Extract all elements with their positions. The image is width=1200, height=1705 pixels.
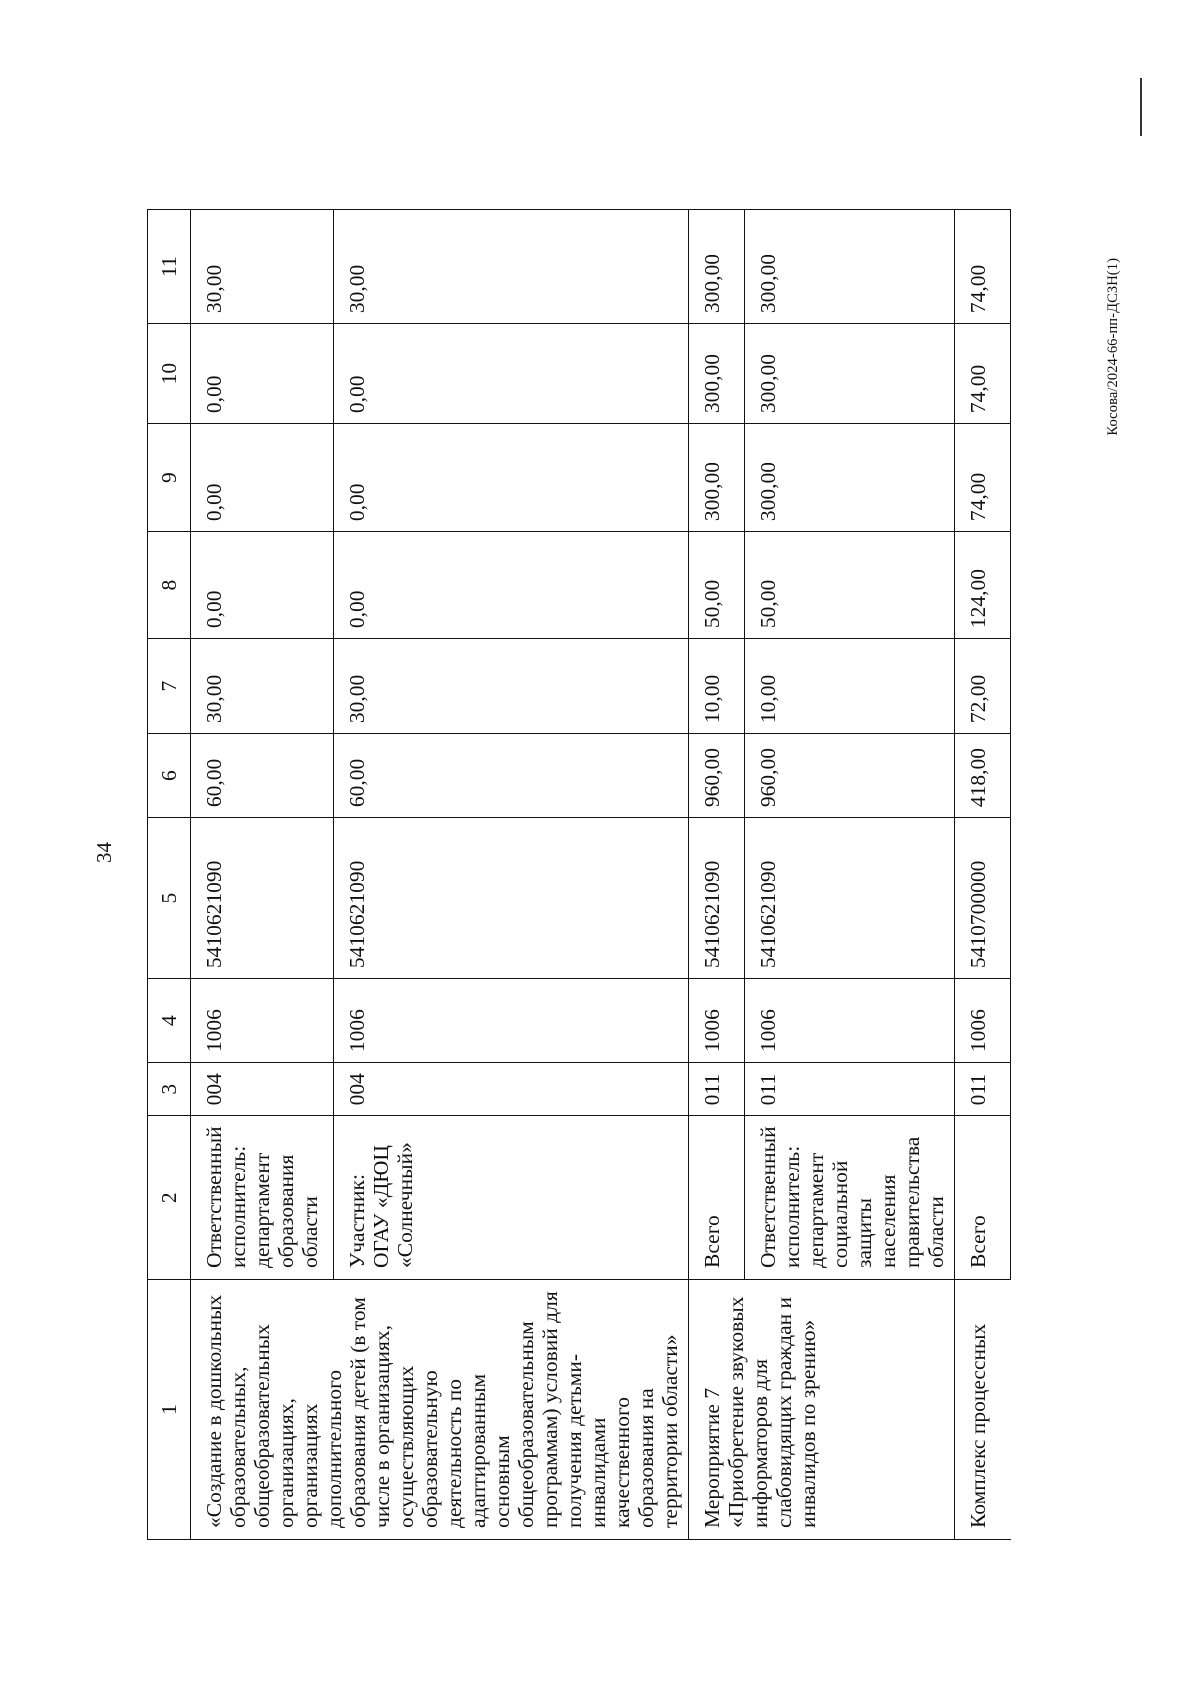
cell-grbs: 004	[191, 1063, 334, 1116]
cell-grbs: 004	[333, 1063, 688, 1116]
event-name-cell: Комплекс процессных	[955, 1280, 1011, 1540]
cell-year-value: 300,00	[689, 324, 745, 424]
cell-total: 960,00	[689, 734, 745, 818]
cell-year-value: 300,00	[689, 210, 745, 324]
margin-line	[1140, 78, 1142, 136]
cell-year-value: 0,00	[191, 532, 334, 639]
table-header-row	[148, 210, 191, 1540]
document-code: Косова/2024-66-пп-ДСЗН(1)	[1105, 258, 1121, 436]
cell-year-value: 124,00	[955, 532, 1011, 639]
executor-cell: Всего	[689, 1116, 745, 1280]
cell-grbs: 011	[745, 1063, 955, 1116]
cell-target-article: 5410621090	[745, 818, 955, 979]
budget-table	[147, 209, 1011, 1540]
header-cell: 3	[148, 1063, 191, 1116]
header-cell: 5	[148, 818, 191, 979]
header-cell: 4	[148, 979, 191, 1063]
cell-year-value: 30,00	[333, 210, 688, 324]
cell-year-value: 0,00	[333, 324, 688, 424]
cell-total: 418,00	[955, 734, 1011, 818]
cell-total: 60,00	[191, 734, 334, 818]
cell-section: 1006	[191, 979, 334, 1063]
header-cell: 7	[148, 639, 191, 734]
cell-year-value: 10,00	[745, 639, 955, 734]
cell-year-value: 300,00	[745, 424, 955, 532]
cell-year-value: 30,00	[191, 639, 334, 734]
cell-target-article: 5410621090	[689, 818, 745, 979]
table-row	[191, 210, 334, 1540]
cell-year-value: 74,00	[955, 424, 1011, 532]
cell-year-value: 0,00	[191, 324, 334, 424]
executor-cell: Ответственный исполнитель: департамент образования области	[191, 1116, 334, 1280]
executor-cell: Ответственный исполнитель: департамент социальной защиты населения правительства области	[745, 1116, 955, 1280]
header-cell: 8	[148, 532, 191, 639]
header-cell: 9	[148, 424, 191, 532]
cell-year-value: 300,00	[689, 424, 745, 532]
cell-year-value: 72,00	[955, 639, 1011, 734]
cell-year-value: 0,00	[191, 424, 334, 532]
cell-year-value: 300,00	[745, 210, 955, 324]
event-name-cell: «Создание в дошкольных образовательных, общеобразовательных организациях, организациях дополнительного образования детей (в том числе в организациях, осуществляющих образовательную деятельность по адаптированным основным общеобразовательным программам) условий для получения детьми-инвалидами качественного образования на территории области»	[191, 1280, 689, 1540]
page-number: 34	[92, 842, 116, 863]
cell-year-value: 74,00	[955, 324, 1011, 424]
executor-cell: Всего	[955, 1116, 1011, 1280]
cell-year-value: 300,00	[745, 324, 955, 424]
cell-grbs: 011	[955, 1063, 1011, 1116]
cell-total: 60,00	[333, 734, 688, 818]
cell-grbs: 011	[689, 1063, 745, 1116]
cell-section: 1006	[745, 979, 955, 1063]
table-row	[955, 210, 1011, 1540]
cell-year-value: 74,00	[955, 210, 1011, 324]
cell-total: 960,00	[745, 734, 955, 818]
cell-year-value: 0,00	[333, 424, 688, 532]
cell-section: 1006	[333, 979, 688, 1063]
cell-section: 1006	[689, 979, 745, 1063]
cell-year-value: 50,00	[745, 532, 955, 639]
header-cell: 1	[148, 1280, 191, 1540]
header-cell: 10	[148, 324, 191, 424]
cell-year-value: 30,00	[191, 210, 334, 324]
cell-year-value: 50,00	[689, 532, 745, 639]
header-cell: 2	[148, 1116, 191, 1280]
cell-section: 1006	[955, 979, 1011, 1063]
event-name-cell: Мероприятие 7 «Приобретение звуковых информаторов для слабовидящих граждан и инвалидов по зрению»	[689, 1280, 955, 1540]
header-cell: 11	[148, 210, 191, 324]
header-cell: 6	[148, 734, 191, 818]
participant-cell: Участник: ОГАУ «ДЮЦ «Солнечный»	[333, 1116, 688, 1280]
cell-year-value: 30,00	[333, 639, 688, 734]
cell-year-value: 0,00	[333, 532, 688, 639]
cell-target-article: 5410621090	[191, 818, 334, 979]
cell-year-value: 10,00	[689, 639, 745, 734]
table-row	[689, 210, 745, 1540]
cell-target-article: 5410700000	[955, 818, 1011, 979]
cell-target-article: 5410621090	[333, 818, 688, 979]
